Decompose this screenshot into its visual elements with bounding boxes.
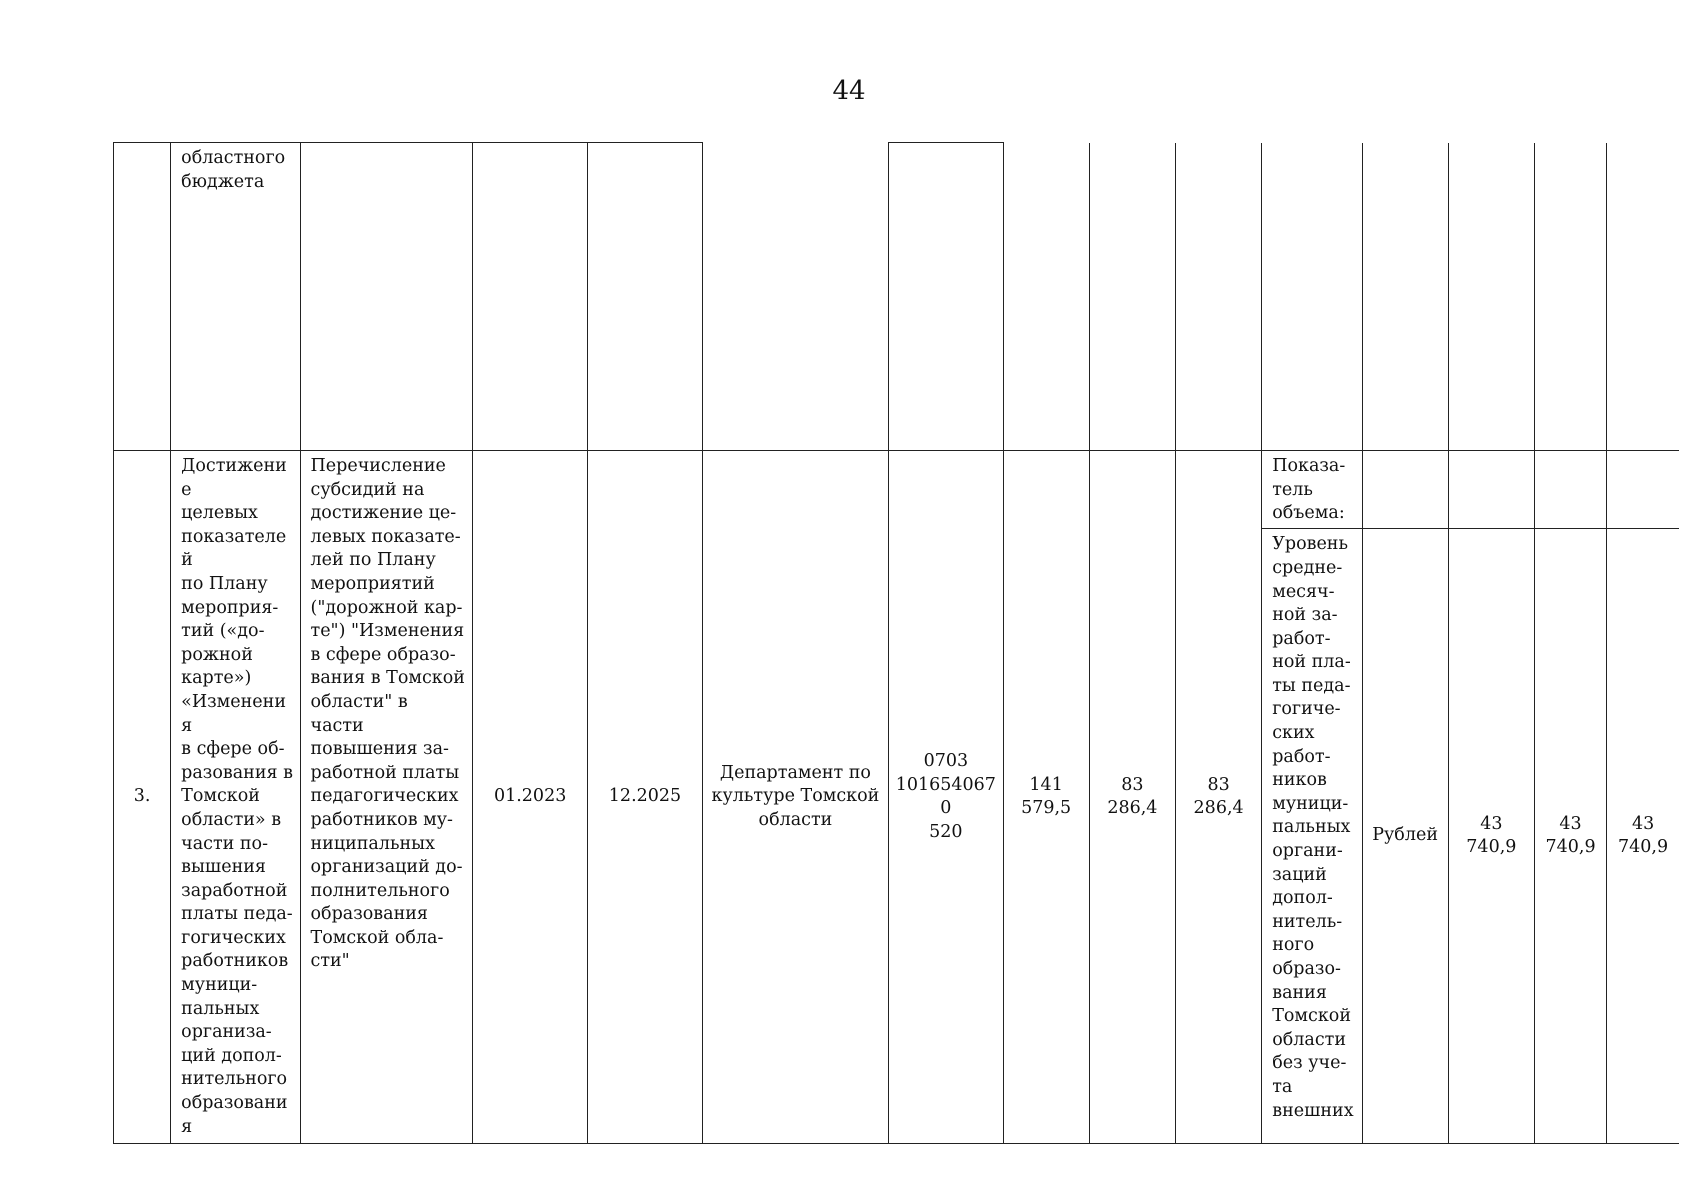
unit-cell: [1362, 529, 1448, 1144]
year2-cell: [1175, 451, 1261, 1144]
indicator-header-cell: [1262, 451, 1362, 529]
cont-total-cell: [1003, 143, 1089, 451]
year1-cell: [1089, 451, 1175, 1144]
unit: Рублей: [1372, 825, 1438, 846]
row-number-cell: [114, 451, 171, 1144]
value1-cell: [1448, 529, 1534, 1144]
cont-code-cell: [889, 143, 1003, 451]
cont-value2-cell: [1534, 143, 1606, 451]
cont-value1-cell: [1448, 143, 1534, 451]
indicator-name-cell: [1262, 529, 1362, 1144]
cont-year2-cell: [1175, 143, 1261, 451]
continuation-row: [114, 143, 1680, 451]
cont-value3-cell: [1607, 143, 1679, 451]
cont-unit-cell: [1362, 143, 1448, 451]
cont-number-cell: [114, 143, 171, 451]
year1-amount: 83 286,4: [1107, 774, 1158, 819]
funding-source-text: областного бюджета: [181, 148, 286, 192]
cont-funding-cell: [171, 143, 300, 451]
unit-header-cell: [1362, 451, 1448, 529]
cont-executor-cell: [702, 143, 889, 451]
value2-cell: [1534, 529, 1606, 1144]
program-table: [113, 142, 1679, 1144]
total-amount: 141 579,5: [1021, 774, 1072, 819]
executor: Департамент по культуре Томской области: [711, 762, 880, 830]
executor-cell: [702, 451, 889, 1144]
cont-year1-cell: [1089, 143, 1175, 451]
measure-name: Достижение целевых показателей по Плану мероприя- тий («до- рожной карте») «Изменения в сфере об- разования в Томской области» в части по- вышения заработной платы педа- гогических работников муници- пальных организа- ций допол- нительного образования: [181, 456, 293, 1137]
start-date-cell: [473, 451, 588, 1144]
start-date: 01.2023: [493, 786, 567, 807]
value2-header-cell: [1534, 451, 1606, 529]
measure-description: Перечисление субсидий на достижение це- левых показате- лей по Плану мероприятий ("дорожной кар- те") "Изменения в сфере образо- вания в Томской области" в части повышения за- работной платы педагогических работников му- ниципальных организаций до- полнительного образования Томской обла- сти": [310, 456, 465, 972]
cont-start-cell: [473, 143, 588, 451]
row-3: [114, 451, 1680, 529]
measure-description-cell: [300, 451, 472, 1144]
indicator-header: Показа- тель объема:: [1272, 456, 1346, 524]
cont-description-cell: [300, 143, 472, 451]
year2-amount: 83 286,4: [1193, 774, 1244, 819]
budget-code-cell: [889, 451, 1003, 1144]
cont-indicator-cell: [1262, 143, 1362, 451]
value3: 43 740,9: [1618, 813, 1669, 858]
budget-code: 0703 101654067 0 520: [895, 750, 996, 842]
page-number: 44: [832, 76, 866, 106]
value2: 43 740,9: [1545, 813, 1596, 858]
value1-header-cell: [1448, 451, 1534, 529]
end-date: 12.2025: [608, 786, 682, 807]
value3-cell: [1607, 529, 1679, 1144]
cont-end-cell: [588, 143, 702, 451]
value3-header-cell: [1607, 451, 1679, 529]
total-cell: [1003, 451, 1089, 1144]
row-number: 3.: [133, 786, 151, 807]
measure-name-cell: [171, 451, 300, 1144]
value1: 43 740,9: [1466, 813, 1517, 858]
end-date-cell: [588, 451, 702, 1144]
indicator-name: Уровень средне- месяч- ной за- работ- ной пла- ты педа- гогиче- ских работ- ников муници- пальных органи- заций допол- нитель- ного образо- вания Томской области без уче- та внешних: [1272, 534, 1354, 1121]
